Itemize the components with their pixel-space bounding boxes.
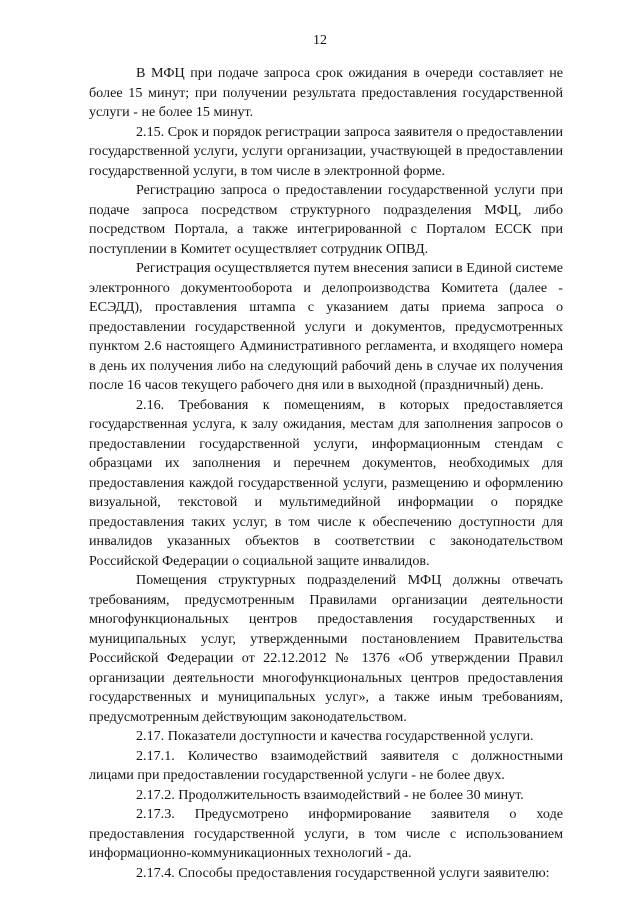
document-body (89, 64, 563, 883)
paragraph-2-17-4: 2.17.4. Способы предоставления государственной услуги заявителю: (136, 864, 550, 881)
paragraph-2-15-heading: 2.15. Срок и порядок регистрации запроса заявителя о предоставлении государственной услуги, услуги организации, участвующей в предоставлении государственной услуги, в том числе в электронной форме. (89, 123, 563, 179)
paragraph-registration-by: Регистрацию запроса о предоставлении государственной услуги при подаче запроса посредством структурного подразделения МФЦ, либо посредством Портала, а также интегрированной с Порталом ЕССК при поступлении в Комитет осуществляет сотрудник ОПВД. (89, 182, 563, 257)
page-number: 12 (313, 33, 327, 48)
paragraph-2-17-1: 2.17.1. Количество взаимодействий заявителя с должностными лицами при предоставлении государственной услуги - не более двух. (89, 747, 563, 783)
paragraph-2-17-2: 2.17.2. Продолжительность взаимодействий - не более 30 минут. (136, 786, 524, 803)
paragraph-premises-requirements: Помещения структурных подразделений МФЦ должны отвечать требованиям, предусмотренным Правилами организации деятельности многофункциональных центров предоставления государственных и муниципальных услуг, утвержденными постановлением Правительства Российской Федерации от 22.12.2012 № 1376 «Об утверждении Правил организации деятельности многофункциональных центров предоставления государственных и муниципальных услуг», а также иным требованиям, предусмотренным действующим законодательством. (89, 572, 563, 725)
paragraph-waiting-time: В МФЦ при подаче запроса срок ожидания в очереди составляет не более 15 минут; при получении результата предоставления государственной услуги - не более 15 минут. (89, 65, 563, 120)
paragraph-2-16-heading: 2.16. Требования к помещениям, в которых предоставляется государственная услуга, к залу ожидания, местам для заполнения запросов о предоставлении государственной услуги, информационным стендам с образцами их заполнения и перечнем документов, необходимых для предоставления каждой государственной услуги, размещению и оформлению визуальной, текстовой и мультимедийной информации о порядке предоставления таких услуг, в том числе к обеспечению доступности для инвалидов указанных объектов в соответствии с законодательством Российской Федерации о социальной защите инвалидов. (89, 396, 563, 569)
paragraph-registration-method: Регистрация осуществляется путем внесения записи в Единой системе электронного документооборота и делопроизводства Комитета (далее - ЕСЭДД), проставления штампа с указанием даты приема запроса о предоставлении государственной услуги и документов, предусмотренных пунктом 2.6 настоящего Административного регламента, и входящего номера в день их получения либо на следующий рабочий день в случае их получения после 16 часов текущего рабочего дня или в выходной (праздничный) день. (89, 260, 563, 393)
paragraph-2-17-heading: 2.17. Показатели доступности и качества государственной услуги. (136, 728, 534, 744)
paragraph-2-17-3: 2.17.3. Предусмотрено информирование заявителя о ходе предоставления государственной услуги, в том числе с использованием информационно-коммуникационных технологий - да. (89, 806, 563, 861)
